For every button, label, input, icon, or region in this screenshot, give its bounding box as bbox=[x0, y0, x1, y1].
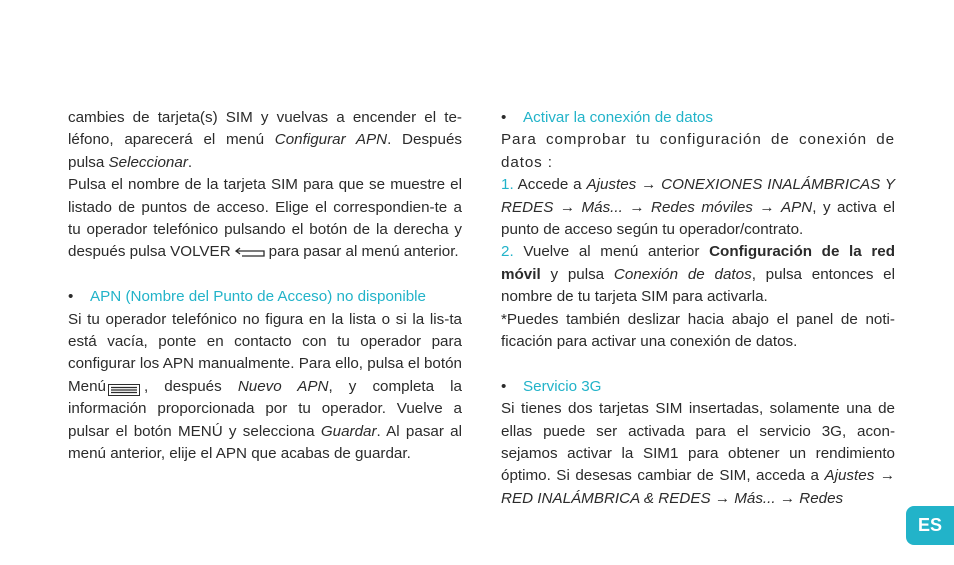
step-1: 1. Accede a Ajustes → CONEXIONES INALÁMBRICAS Y REDES → Más... → Redes móviles → APN, y activa el punto de acceso según tu operador/contrato. bbox=[501, 176, 895, 239]
language-tab-es: ES bbox=[906, 506, 954, 545]
arrow-icon: → bbox=[714, 489, 730, 507]
left-column bbox=[68, 107, 462, 465]
arrow-icon: → bbox=[879, 467, 895, 485]
right-column bbox=[501, 107, 895, 510]
arrow-icon: → bbox=[759, 198, 775, 216]
paragraph-apn-manual: Si tu operador telefónico no figura en la lista o si la lis-ta está vacía, ponte en contacto con tu operador para configurar los APN manualmente. Para ello, pulsa el botón Menú , después Nuevo APN, y completa la información proporcionada por tu operador. Vuelve a pulsar el botón MENÚ y selecciona Guardar. Al pasar al menú anterior, elije el APN que acabas de guardar. bbox=[68, 310, 462, 463]
step-2: 2. Vuelve al menú anterior Configuración de la red móvil y pulsa Conexión de datos, pulsa entonces el nombre de tu tarjeta SIM para activarla. bbox=[501, 243, 896, 306]
paragraph-3g-service: Si tienes dos tarjetas SIM insertadas, solamente una de ellas puede ser activada para el servicio 3G, acon-sejamos activar la SIM1 para obtener un rendimiento óptimo. Si desesas cambiar de SIM, acceda a Ajustes → RED INALÁMBRICA & REDES → Más... → Redes bbox=[501, 398, 895, 510]
paragraph-notification-panel: *Puedes también deslizar hacia abajo el panel de noti-ficación para activar una conexión de datos. bbox=[501, 310, 895, 351]
paragraph-sim-select: Pulsa el nombre de la tarjeta SIM para que se muestre el listado de puntos de acceso. Elige el correspondien-te a tu operador telefónico pulsando el botón de la derecha y después pulsa VOLVER para pasar al menú anterior. bbox=[68, 176, 462, 261]
menu-icon bbox=[108, 381, 140, 393]
section-title-apn-unavailable: • APN (Nombre del Punto de Acceso) no disponible bbox=[68, 288, 427, 306]
arrow-icon: → bbox=[641, 176, 657, 194]
arrow-icon: → bbox=[779, 489, 796, 507]
arrow-icon: → bbox=[629, 198, 645, 216]
section-title-data-connection: • Activar la conexión de datos bbox=[501, 109, 713, 126]
section-title-3g: • Servicio 3G bbox=[501, 377, 602, 395]
back-arrow-icon bbox=[235, 247, 265, 257]
paragraph-check-config: Para comprobar tu configuración de conexión de datos : bbox=[501, 131, 895, 171]
paragraph-apn-config: cambies de tarjeta(s) SIM y vuelvas a encender el te-léfono, aparecerá el menú Configurar APN. Después pulsa Seleccionar. bbox=[68, 109, 462, 171]
arrow-icon: → bbox=[559, 198, 575, 216]
